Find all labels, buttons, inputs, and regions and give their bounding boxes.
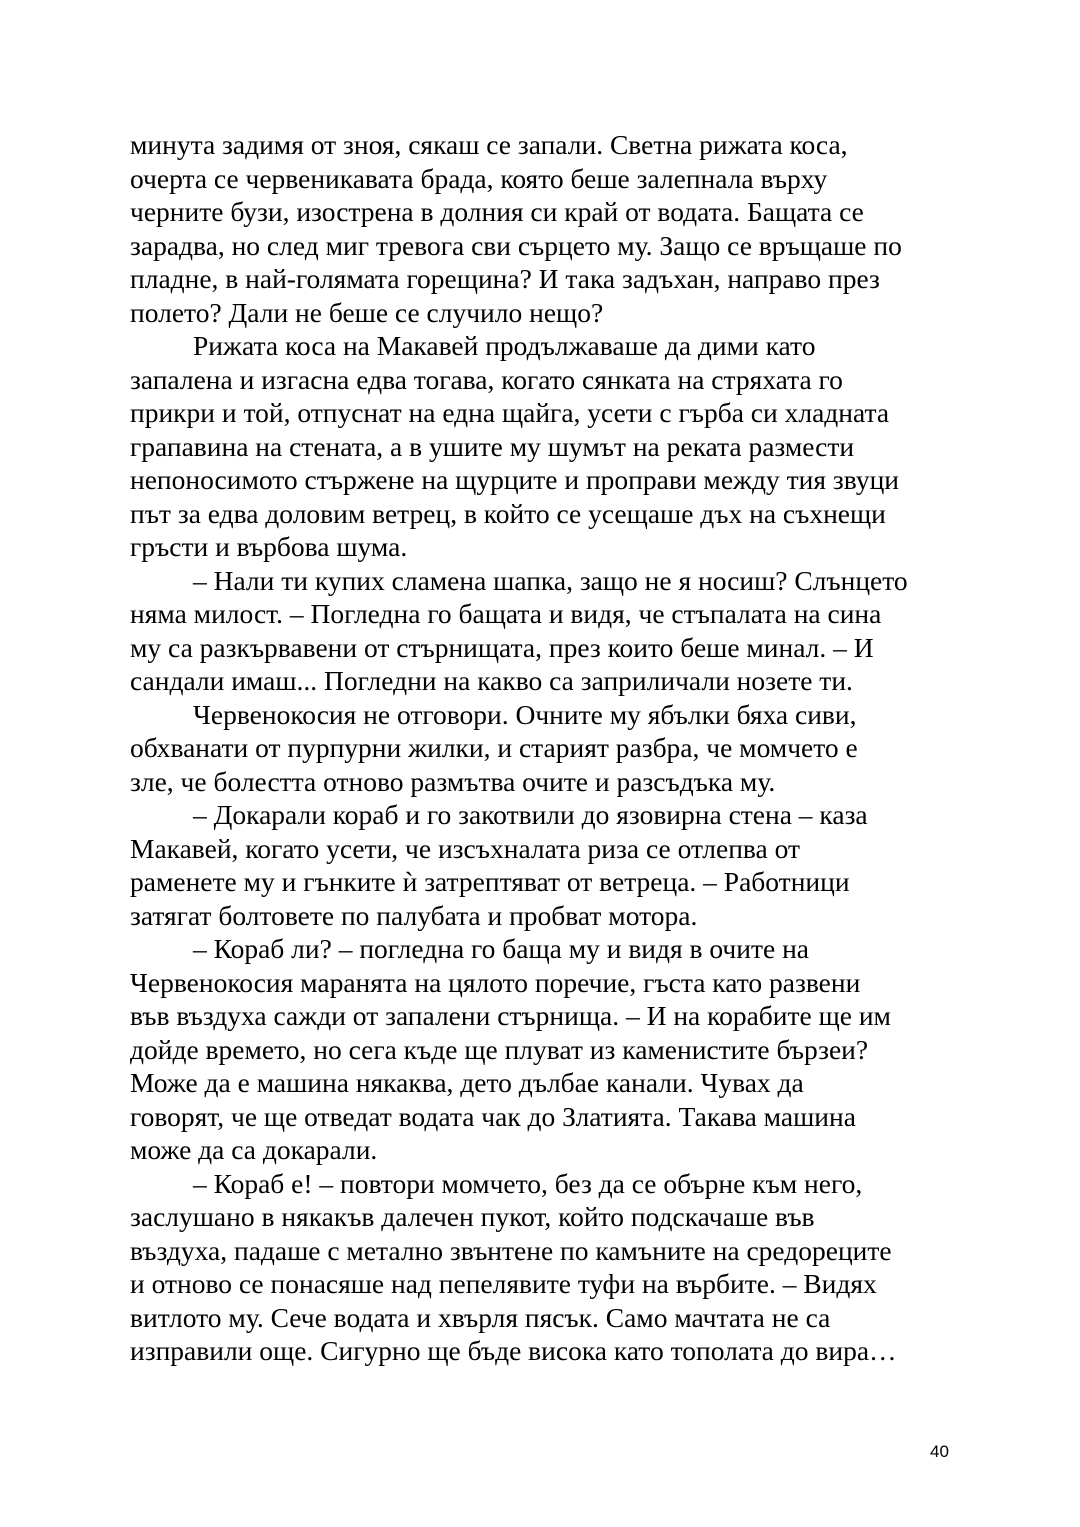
- text-line: раменете му и гънките ѝ затрептяват от ветреца. – Работници: [130, 866, 850, 897]
- text-line: му са разкървавени от стърнищата, през които беше минал. – И: [130, 631, 874, 663]
- text-line: грапавина на стената, а в ушите му шумът на реката размести: [130, 430, 855, 462]
- paragraph-first-line: – Докарали кораб и го закотвили до язовирна стена – каза: [193, 799, 868, 830]
- text-line: няма милост. – Погледна го бащата и видя, че стъпалата на сина: [130, 598, 882, 629]
- page-number: 40: [930, 1442, 949, 1461]
- paragraph-first-line: – Кораб ли? – погледна го баща му и видя в очите на: [193, 933, 809, 964]
- text-line: говорят, че ще отведат водата чак до Златията. Такава машина: [130, 1100, 856, 1132]
- text-line: гръсти и върбова шума.: [130, 531, 408, 562]
- text-line: очерта се червеникавата брада, която беше залепнала върху: [130, 162, 828, 194]
- text-line: сандали имаш... Погледни на какво са заприличали нозете ти.: [130, 665, 853, 696]
- text-line: минута задимя от зноя, сякаш се запали. Светна рижата коса,: [130, 129, 848, 160]
- text-line: въздуха, падаше с метално звънтене по камъните на средореците: [130, 1234, 892, 1266]
- text-line: и отново се понасяше над пепелявите туфи на върбите. – Видях: [130, 1268, 877, 1299]
- text-line: запалена и изгасна едва тогава, когато сянката на стряхата го: [130, 363, 843, 395]
- body-text: [130, 128, 960, 1368]
- text-line: полето? Дали не беше се случило нещо?: [130, 296, 604, 328]
- paragraph-first-line: Рижата коса на Макавей продължаваше да дими като: [193, 330, 816, 361]
- text-line: път за едва доловим ветрец, в който се усещаше дъх на съхнещи: [130, 497, 886, 529]
- text-line: Макавей, когато усети, че изсъхналата риза се отлепва от: [130, 832, 801, 864]
- text-line: зарадва, но след миг тревога сви сърцето му. Защо се връщаше по: [130, 229, 902, 261]
- text-line: Може да е машина някаква, дето дълбае канали. Чувах да: [130, 1067, 804, 1098]
- paragraph-first-line: Червенокосия не отговори. Очните му ябълки бяха сиви,: [193, 698, 857, 730]
- text-line: заслушано в някакъв далечен пукот, който подскачаше във: [130, 1201, 815, 1232]
- text-line: обхванати от пурпурни жилки, и старият разбра, че момчето е: [130, 732, 858, 763]
- text-line: непоносимото стържене на щурците и проправи между тия звуци: [130, 464, 900, 495]
- text-line: черните бузи, изострена в долния си край от водата. Бащата се: [130, 196, 864, 227]
- text-line: във въздуха сажди от запалени стърнища. – И на корабите ще им: [130, 1000, 891, 1031]
- text-line: затягат болтовете по палубата и пробват мотора.: [130, 899, 698, 931]
- text-line: изправили още. Сигурно ще бъде висока като тополата до вира…: [130, 1335, 897, 1366]
- text-line: дойде времето, но сега къде ще плуват из каменистите бързеи?: [130, 1033, 869, 1065]
- paragraph-first-line: – Нали ти купих сламена шапка, защо не я носиш? Слънцето: [193, 564, 908, 596]
- text-line: Червенокосия маранята на цялото поречие, гъста като развени: [130, 966, 861, 998]
- text-line: може да са докарали.: [130, 1134, 378, 1165]
- text-line: зле, че болестта отново размътва очите и разсъдъка му.: [130, 765, 776, 797]
- paragraph-first-line: – Кораб е! – повтори момчето, без да се обърне към него,: [193, 1167, 863, 1199]
- text-line: пладне, в най-голямата горещина? И така задъхан, направо през: [130, 263, 880, 294]
- text-line: прикри и той, отпуснат на една щайга, усети с гърба си хладната: [130, 397, 890, 428]
- text-line: витлото му. Сече водата и хвърля пясък. Само мачтата не са: [130, 1301, 831, 1333]
